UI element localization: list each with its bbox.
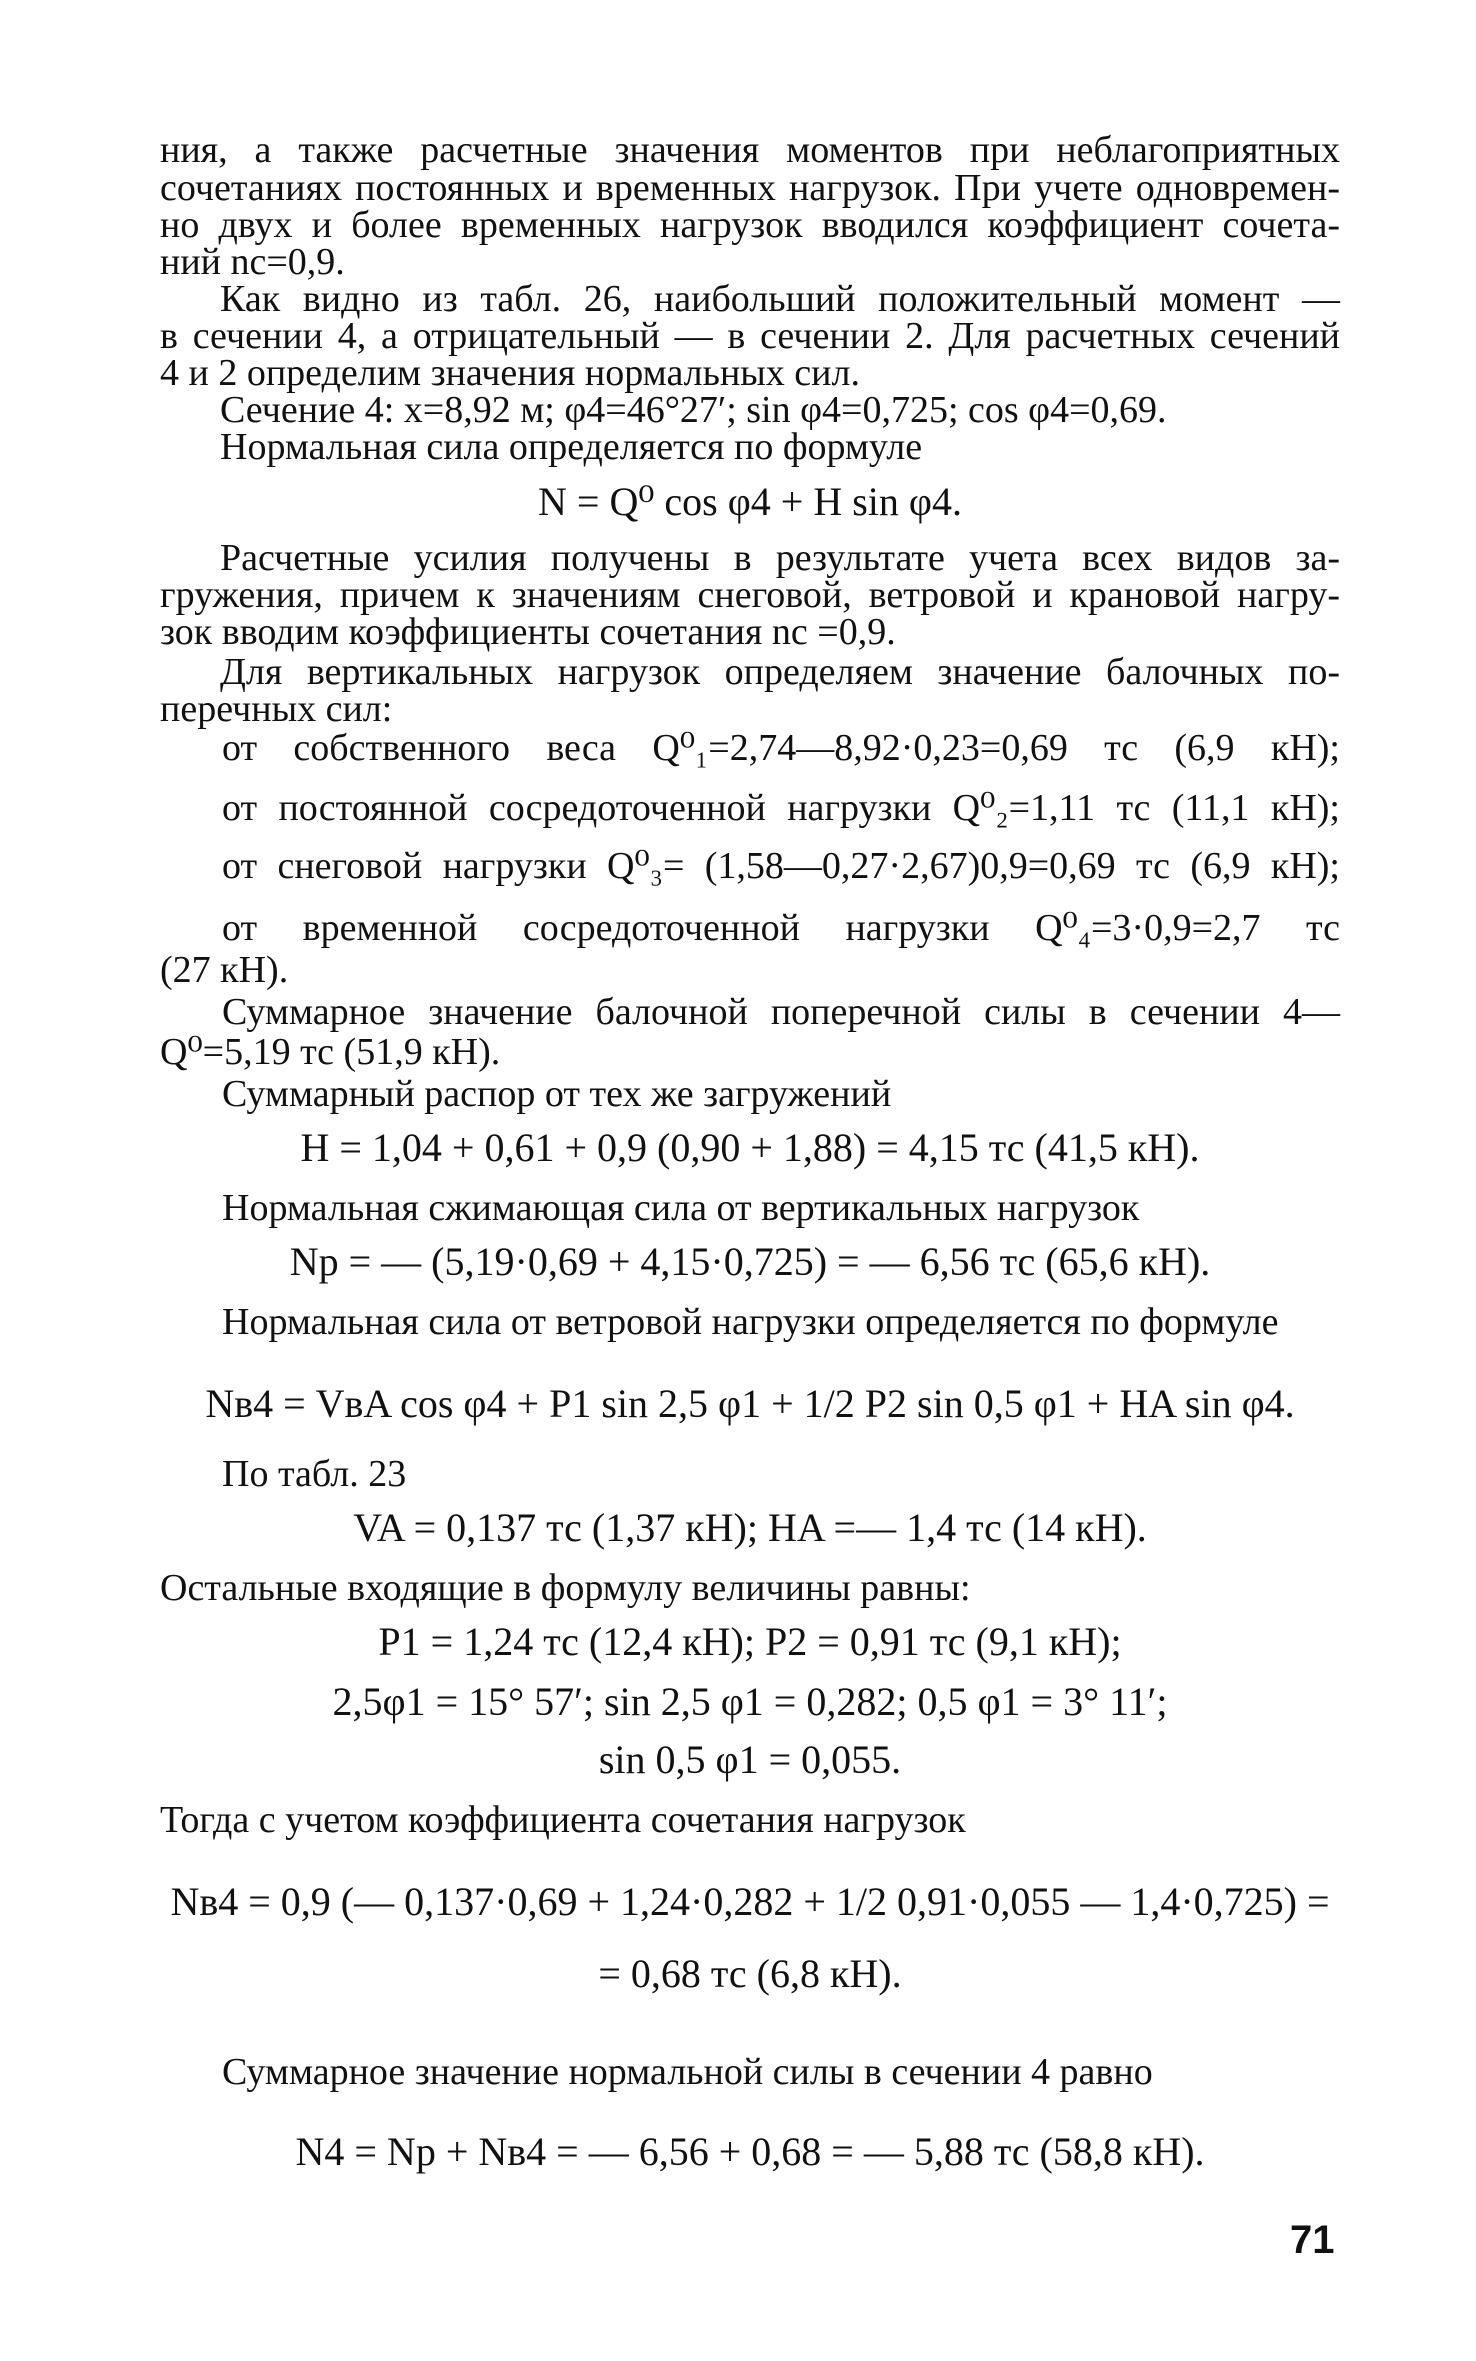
text-line: от постоянной сосредоточенной нагрузки Q⁰₂=1,11 тс (11,1 кН); <box>222 787 1340 829</box>
formula-angles: 2,5φ1 = 15° 57′; sin 2,5 φ1 = 0,282; 0,5 φ1 = 3° 11′; <box>332 1679 1168 1724</box>
text-line: но двух и более временных нагрузок вводился коэффициент сочета- <box>160 204 1340 246</box>
formula-normal-force: N = Q⁰ cos φ4 + H sin φ4. <box>538 479 962 524</box>
text-line: Суммарное значение нормальной силы в сечении 4 равно <box>222 2051 1153 2093</box>
formula-sine: sin 0,5 φ1 = 0,055. <box>598 1737 902 1782</box>
formula-wind-result: Nв4 = 0,9 (— 0,137·0,69 + 1,24·0,282 + 1/2 0,91·0,055 — 1,4·0,725) = <box>170 1879 1330 1924</box>
text-line: ния, а также расчетные значения моментов при неблагоприятных <box>160 129 1340 171</box>
text-line: Расчетные усилия получены в результате учета всех видов за- <box>220 537 1340 579</box>
text-line: ний nс=0,9. <box>160 241 345 283</box>
text-line: от снеговой нагрузки Q⁰₃= (1,58—0,27·2,67)0,9=0,69 тс (6,9 кН); <box>222 845 1340 887</box>
text-line: Остальные входящие в формулу величины равны: <box>160 1567 971 1609</box>
text-line: Нормальная сила от ветровой нагрузки определяется по формуле <box>222 1301 1279 1343</box>
text-line: от собственного веса Q⁰₁=2,74—8,92·0,23=0,69 тс (6,9 кН); <box>222 727 1340 769</box>
text-line: в сечении 4, а отрицательный — в сечении 2. Для расчетных сечений <box>160 315 1340 357</box>
text-line: Как видно из табл. 26, наибольший положительный момент — <box>220 278 1340 320</box>
text-line: Суммарный распор от тех же загружений <box>222 1073 892 1115</box>
text-line: (27 кН). <box>160 949 289 991</box>
text-line: Сечение 4: x=8,92 м; φ4=46°27′; sin φ4=0,725; cos φ4=0,69. <box>220 389 1167 431</box>
formula-reactions: VA = 0,137 тс (1,37 кН); HA =— 1,4 тс (14 кН). <box>353 1505 1147 1550</box>
text-line: Для вертикальных нагрузок определяем значение балочных по- <box>220 651 1340 693</box>
text-line: зок вводим коэффициенты сочетания nс =0,9. <box>160 611 896 653</box>
text-line: Нормальная сжимающая сила от вертикальных нагрузок <box>222 1187 1140 1229</box>
formula-wind-force: Nв4 = VвA cos φ4 + P1 sin 2,5 φ1 + 1/2 P2 sin 0,5 φ1 + HA sin φ4. <box>205 1381 1295 1426</box>
text-line: сочетаниях постоянных и временных нагрузок. При учете одновремен- <box>160 167 1340 209</box>
text-line: от временной сосредоточенной нагрузки Q⁰₄=3·0,9=2,7 тс <box>222 907 1340 949</box>
text-line: Нормальная сила определяется по формуле <box>220 426 923 468</box>
formula-thrust: H = 1,04 + 0,61 + 0,9 (0,90 + 1,88) = 4,15 тс (41,5 кН). <box>300 1125 1200 1170</box>
text-line: По табл. 23 <box>222 1453 407 1495</box>
text-line: гружения, причем к значениям снеговой, ветровой и крановой нагру- <box>160 574 1340 616</box>
text-line: 4 и 2 определим значения нормальных сил. <box>160 352 860 394</box>
text-line: перечных сил: <box>160 688 393 730</box>
page-number: 71 <box>1290 2218 1335 2262</box>
formula-wind-value: = 0,68 тс (6,8 кН). <box>598 1951 902 1996</box>
formula-total-normal-force: N4 = Nр + Nв4 = — 6,56 + 0,68 = — 5,88 тс (58,8 кН). <box>295 2129 1205 2174</box>
text-line: Суммарное значение балочной поперечной силы в сечении 4— <box>222 991 1340 1033</box>
formula-loads: P1 = 1,24 тс (12,4 кН); P2 = 0,91 тс (9,1 кН); <box>378 1619 1122 1664</box>
text-line: Q⁰=5,19 тс (51,9 кН). <box>160 1031 501 1073</box>
text-line: Тогда с учетом коэффициента сочетания нагрузок <box>160 1799 966 1841</box>
formula-compressive-force: Nр = — (5,19·0,69 + 4,15·0,725) = — 6,56 тс (65,6 кН). <box>289 1239 1211 1284</box>
